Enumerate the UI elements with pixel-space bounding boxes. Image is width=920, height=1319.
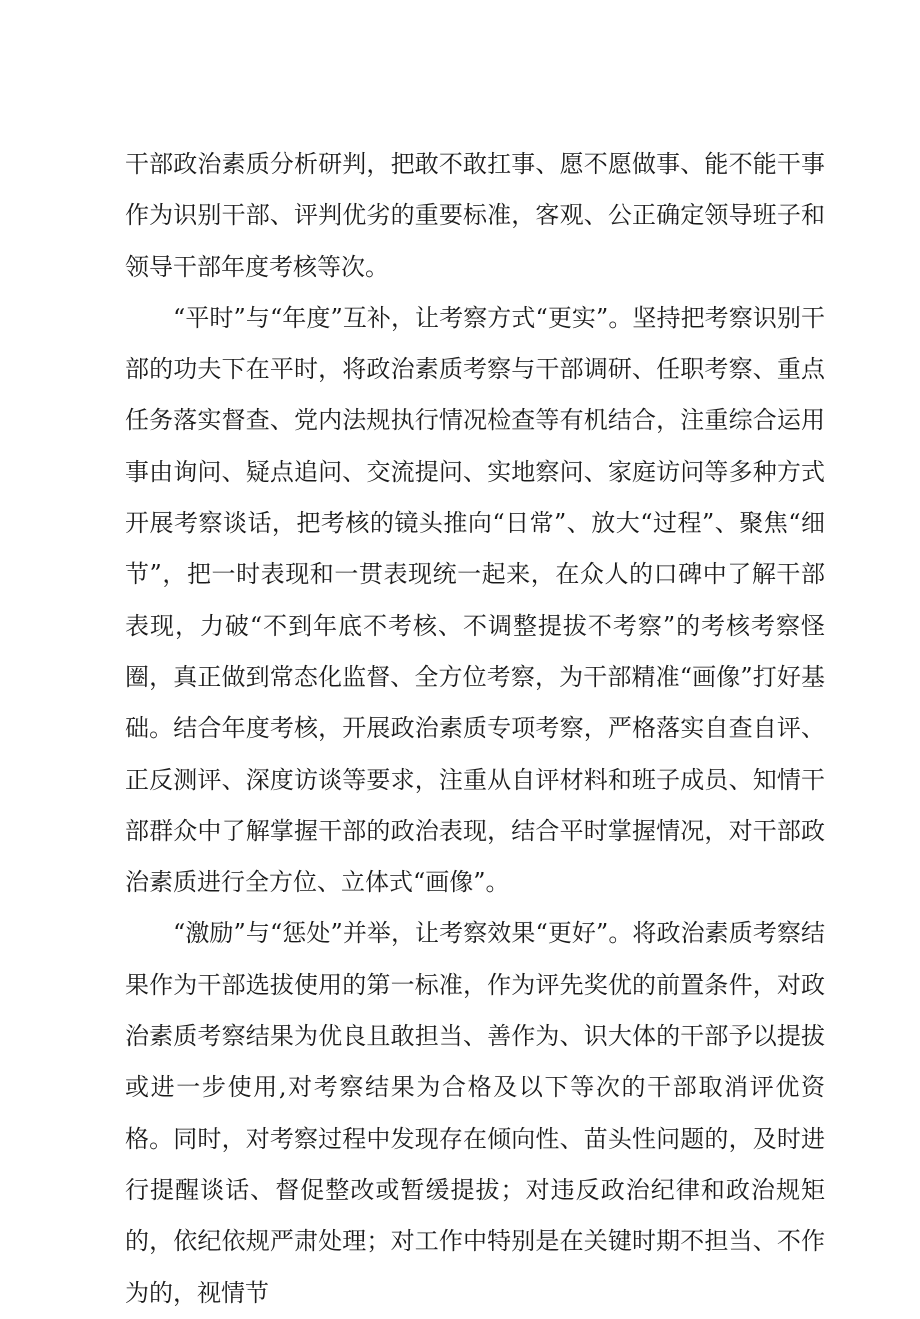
document-body [125, 139, 825, 1319]
paragraph-2: “平时”与“年度”互补，让考察方式“更实”。坚持把考察识别干部的功夫下在平时，将政治素质考察与干部调研、任职考察、重点任务落实督查、党内法规执行情况检查等有机结合，注重综合运用事由询问、疑点追问、交流提问、实地察问、家庭访问等多种方式开展考察谈话，把考核的镜头推向“日常”、放大“过程”、聚焦“细节”，把一时表现和一贯表现统一起来，在众人的口碑中了解干部表现，力破“不到年底不考核、不调整提拔不考察”的考核考察怪圈，真正做到常态化监督、全方位考察，为干部精准“画像”打好基础。结合年度考核，开展政治素质专项考察，严格落实自查自评、正反测评、深度访谈等要求，注重从自评材料和班子成员、知情干部群众中了解掌握干部的政治表现，结合平时掌握情况，对干部政治素质进行全方位、立体式“画像”。 [125, 303, 825, 897]
paragraph-3: “激励”与“惩处”并举，让考察效果“更好”。将政治素质考察结果作为干部选拔使用的第一标准，作为评先奖优的前置条件，对政治素质考察结果为优良且敢担当、善作为、识大体的干部予以提拔或进一步使用,对考察结果为合格及以下等次的干部取消评优资格。同时，对考察过程中发现存在倾向性、苗头性问题的，及时进行提醒谈话、督促整改或暂缓提拔；对违反政治纪律和政治规矩的，依纪依规严肃处理；对工作中特别是在关键时期不担当、不作为的，视情节 [125, 919, 825, 1307]
paragraph-1: 干部政治素质分析研判，把敢不敢扛事、愿不愿做事、能不能干事作为识别干部、评判优劣的重要标准，客观、公正确定领导班子和领导干部年度考核等次。 [125, 150, 825, 281]
